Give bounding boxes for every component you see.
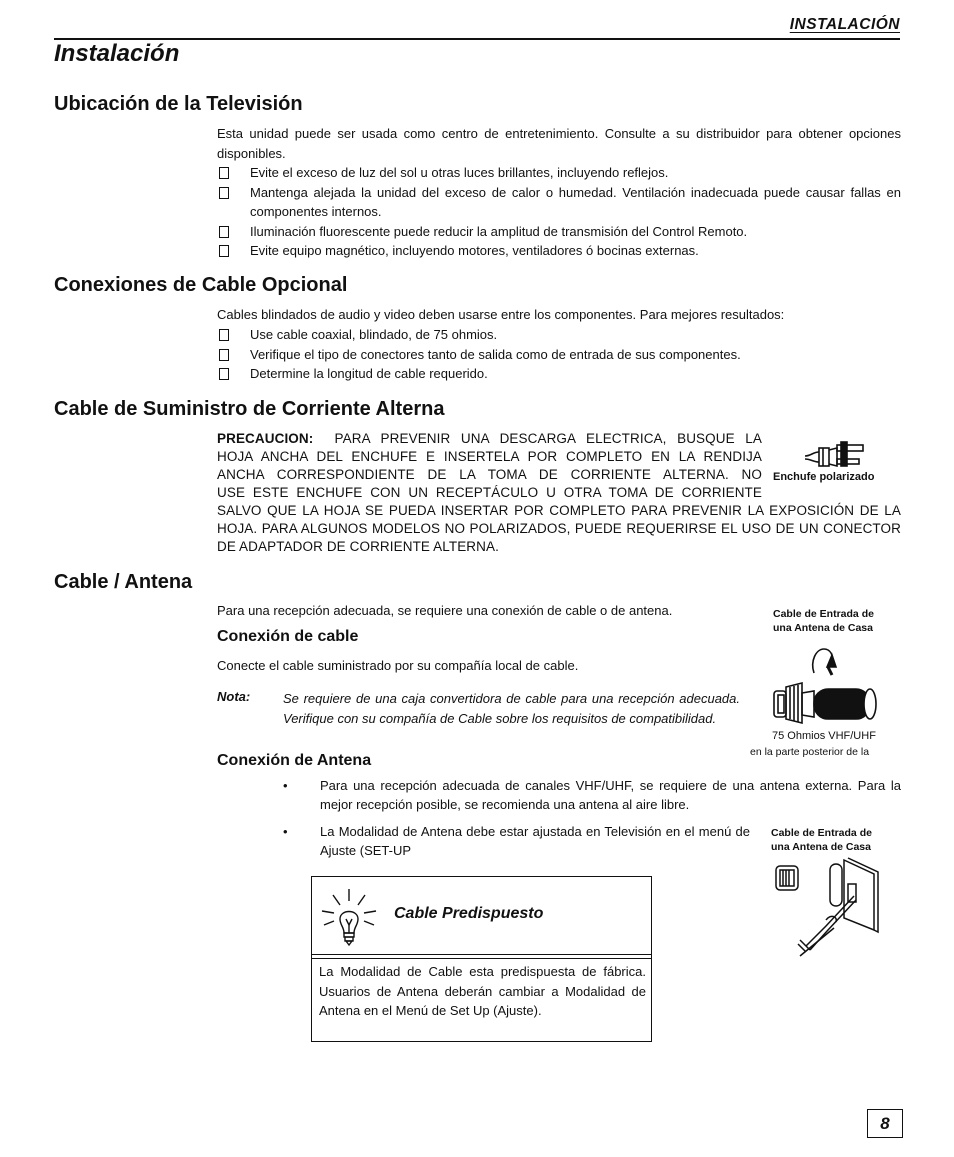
- section-heading-corriente-alterna: Cable de Suministro de Corriente Alterna: [54, 398, 445, 420]
- page-title: Instalación: [54, 40, 180, 67]
- checkbox-bullet-icon: [219, 245, 229, 257]
- list-item: Use cable coaxial, blindado, de 75 ohmios.: [217, 325, 901, 345]
- section1-intro: Esta unidad puede ser usada como centro de entretenimiento. Consulte a su distribuidor para obtener opciones disponibles.: [217, 126, 901, 161]
- checkbox-bullet-icon: [219, 329, 229, 341]
- tip-box-title: Cable Predispuesto: [394, 905, 544, 922]
- section2-intro: Cables blindados de audio y video deben usarse entre los componentes. Para mejores resultados:: [217, 307, 785, 322]
- section-heading-cable-antena: Cable / Antena: [54, 571, 193, 593]
- coax-connector-icon: [772, 643, 880, 727]
- list-item: Verifique el tipo de conectores tanto de salida como de entrada de sus componentes.: [217, 345, 901, 365]
- running-head: INSTALACIÓN: [789, 16, 900, 33]
- checkbox-bullet-icon: [219, 368, 229, 380]
- header-rule: [54, 38, 900, 40]
- note-text: Se requiere de una caja convertidora de cable para una recepción adecuada. Verifique con su compañía de Cable sobre los requisitos de compatibilidad.: [283, 691, 740, 726]
- fig1-subcaption-2: en la parte posterior de la: [750, 746, 870, 758]
- caution-text-block: PRECAUCION: PARA PREVENIR UNA DESCARGA ELECTRICA, BUSQUE LA HOJA ANCHA DEL ENCHUFE E INSERTELA POR COMPLETO EN LA RENDIJA ANCHA CORRESPONDIENTE DE LA TOMA DE CORRIENTE ALTERNA. NO USE ESTE ENCHUFE CON UN RECEPTÁCULO U OTRA TOMA DE CORRIENTE: [217, 431, 762, 500]
- page-number: 8: [867, 1109, 903, 1138]
- list-item: Iluminación fluorescente puede reducir la amplitud de transmisión del Control Remoto.: [217, 222, 901, 242]
- lightbulb-icon: [320, 887, 378, 947]
- subheading-conexion-cable: Conexión de cable: [217, 628, 359, 645]
- tip-box-body: La Modalidad de Cable esta predispuesta de fábrica. Usuarios de Antena deberán cambiar a Modalidad de Antena en el Menú de Set Up (Ajuste).: [319, 964, 646, 1018]
- section4-intro: Para una recepción adecuada, se requiere una conexión de cable o de antena.: [217, 603, 673, 618]
- section-heading-conexiones: Conexiones de Cable Opcional: [54, 274, 348, 296]
- list-item: Evite equipo magnético, incluyendo motores, ventiladores ó bocinas externas.: [217, 241, 901, 261]
- list-item: Mantenga alejada la unidad del exceso de calor o humedad. Ventilación inadecuada puede causar fallas en componentes internos.: [217, 183, 901, 222]
- list-item: Determine la longitud de cable requerido.: [217, 364, 901, 384]
- list-item: Evite el exceso de luz del sol u otras luces brillantes, incluyendo reflejos.: [217, 163, 901, 183]
- checkbox-bullet-icon: [219, 226, 229, 238]
- tip-box-divider: [312, 954, 651, 955]
- list-item: • La Modalidad de Antena debe estar ajustada en Televisión en el menú de Ajuste (SET-UP: [283, 824, 750, 858]
- subheading-conexion-antena: Conexión de Antena: [217, 752, 372, 769]
- polarized-plug-icon: [803, 440, 873, 468]
- list-item: • Para una recepción adecuada de canales VHF/UHF, se requiere de una antena externa. Para la mejor recepción posible, se recomienda una antena al aire libre.: [283, 778, 901, 812]
- fig1-caption: Cable de Entrada de una Antena de Casa: [773, 608, 874, 634]
- checkbox-bullet-icon: [219, 167, 229, 179]
- checkbox-bullet-icon: [219, 187, 229, 199]
- caution-text-continued: SALVO QUE LA HOJA SE PUEDA INSERTAR POR COMPLETO PARA PREVENIR LA EXPOSICIÓN DE LA HOJA. PARA ALGUNOS MODELOS NO POLARIZADOS, PUEDE REQUERIRSE EL USO DE UN CONECTOR DE ADAPTADOR DE CORRIENTE ALTERNA.: [217, 503, 901, 554]
- checkbox-bullet-icon: [219, 349, 229, 361]
- antenna-wallplate-icon: [770, 856, 882, 964]
- fig1-subcaption-1: 75 Ohmios VHF/UHF: [772, 730, 876, 742]
- cable-preset-tip-box: [311, 876, 652, 1042]
- cable-text: Conecte el cable suministrado por su compañía local de cable.: [217, 658, 579, 673]
- caution-label: PRECAUCION:: [217, 431, 314, 446]
- plug-caption: Enchufe polarizado: [773, 471, 875, 483]
- section-heading-ubicacion: Ubicación de la Televisión: [54, 93, 303, 115]
- fig2-caption: Cable de Entrada de una Antena de Casa: [771, 827, 872, 853]
- section2-bullet-list: [217, 325, 901, 384]
- tip-box-divider: [312, 958, 651, 959]
- section1-bullet-list: [217, 163, 901, 261]
- note-label: Nota:: [217, 689, 251, 704]
